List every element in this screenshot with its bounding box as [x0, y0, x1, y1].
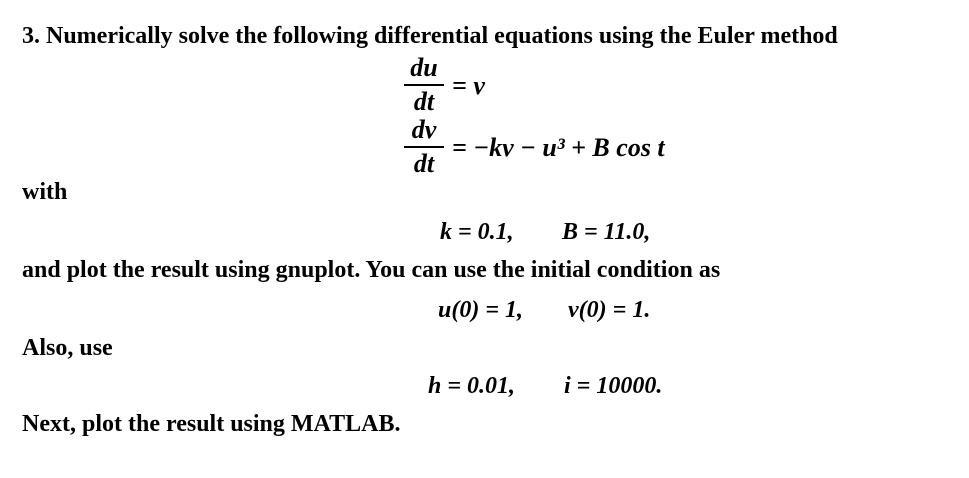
- equation-1-denominator: dt: [413, 87, 435, 116]
- also-label: Also, use: [22, 335, 113, 361]
- equation-1-numerator: du: [410, 53, 438, 82]
- param-k: k = 0.1,: [440, 219, 514, 245]
- equation-2-rhs: = −kv − u³ + B cos t: [452, 133, 665, 162]
- step-i: i = 10000.: [564, 373, 663, 399]
- fraction-bar: [404, 146, 444, 148]
- equation-1-rhs: = v: [452, 71, 485, 100]
- plot-instruction: and plot the result using gnuplot. You can use the initial condition as: [22, 257, 721, 283]
- problem-title: 3. Numerically solve the following differential equations using the Euler method: [22, 23, 838, 49]
- equation-2-fraction: [404, 116, 444, 178]
- step-h: h = 0.01,: [428, 373, 516, 399]
- equation-2-numerator: dv: [411, 115, 437, 144]
- fraction-bar: [404, 84, 444, 86]
- initial-u: u(0) = 1,: [438, 297, 524, 323]
- matlab-instruction: Next, plot the result using MATLAB.: [22, 411, 401, 437]
- param-B: B = 11.0,: [562, 219, 651, 245]
- initial-v: v(0) = 1.: [568, 297, 651, 323]
- equation-1-fraction: [404, 54, 444, 116]
- equation-2-denominator: dt: [413, 149, 435, 178]
- with-label: with: [22, 179, 68, 205]
